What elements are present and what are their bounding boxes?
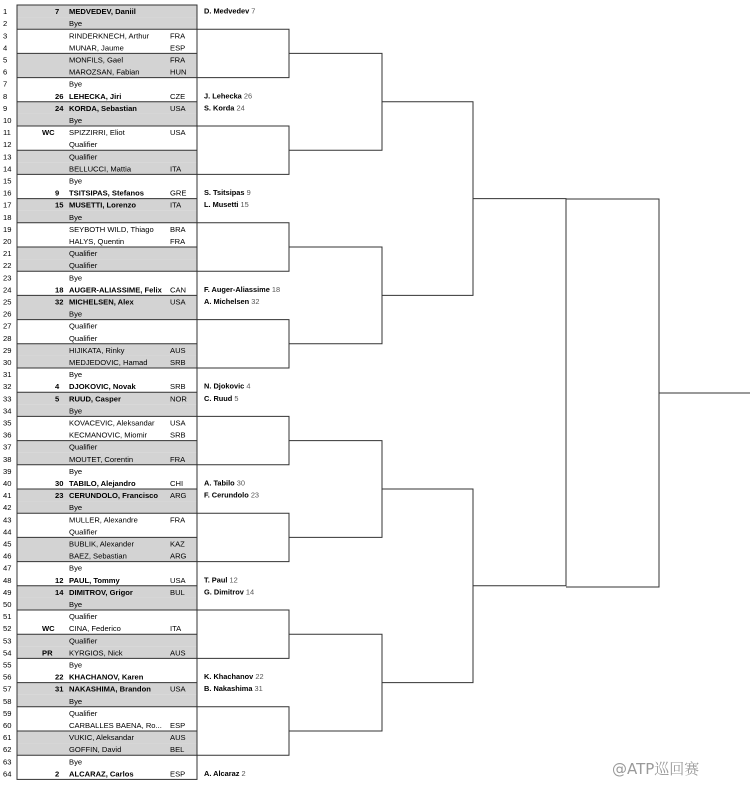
draw-position: 45 <box>3 539 12 549</box>
player-name: Qualifier <box>69 321 98 331</box>
seed-number: 15 <box>55 200 64 210</box>
player-country: ESP <box>170 43 186 53</box>
row-shade <box>17 247 197 259</box>
draw-position: 7 <box>3 79 8 89</box>
player-country: SRB <box>170 358 186 367</box>
player-name: Bye <box>69 176 83 186</box>
player-name: Qualifier <box>69 442 98 452</box>
round2-player <box>204 587 254 596</box>
round2-seed: 12 <box>229 575 238 585</box>
r2-bracket <box>197 513 289 561</box>
draw-position: 33 <box>3 394 12 404</box>
r2-bracket <box>197 223 289 271</box>
r4-bracket <box>382 102 473 296</box>
player-name: TSITSIPAS, Stefanos <box>69 188 144 198</box>
player-name: Qualifier <box>69 612 98 622</box>
r4-bracket <box>382 489 473 683</box>
draw-position: 56 <box>3 672 12 682</box>
player-name: BUBLIK, Alexander <box>69 539 135 549</box>
round2-seed: 23 <box>250 490 260 500</box>
round2-seed: 24 <box>236 103 245 113</box>
player-name: HIJIKATA, Rinky <box>69 345 125 355</box>
player-country: ARG <box>170 491 187 501</box>
r2-bracket <box>197 29 289 77</box>
round2-name: K. Khachanov <box>204 672 256 682</box>
draw-position: 3 <box>3 31 8 41</box>
round2-seed: 26 <box>243 91 253 101</box>
player-country: BRA <box>170 224 186 234</box>
draw-position: 12 <box>3 140 12 150</box>
round2-name: F. Cerundolo <box>204 490 251 500</box>
r3-bracket <box>289 634 382 731</box>
draw-position: 46 <box>3 551 12 561</box>
player-name: ALCARAZ, Carlos <box>69 769 134 779</box>
round2-name: A. Tabilo <box>204 478 237 488</box>
player-country: SRB <box>170 382 186 392</box>
player-country: ITA <box>170 200 182 210</box>
seed-number: 23 <box>55 491 64 501</box>
draw-position: 21 <box>3 249 12 259</box>
draw-position: 37 <box>3 442 12 452</box>
round2-name: T. Paul <box>204 575 230 585</box>
draw-position: 53 <box>3 636 12 646</box>
player-name: KORDA, Sebastian <box>69 103 137 113</box>
r2-bracket <box>197 126 289 174</box>
draw-position: 51 <box>3 612 12 622</box>
round2-player <box>204 394 239 403</box>
draw-position: 63 <box>3 757 12 767</box>
r3-bracket <box>289 53 382 150</box>
draw-position: 30 <box>3 358 12 367</box>
player-name: Bye <box>69 757 83 767</box>
player-name: LEHECKA, Jiri <box>69 91 122 101</box>
player-name: Bye <box>69 116 83 125</box>
player-name: DJOKOVIC, Novak <box>69 382 136 392</box>
draw-position: 40 <box>3 479 12 488</box>
round2-seed: 18 <box>271 284 281 294</box>
draw-position: 47 <box>3 563 12 573</box>
player-country: GRE <box>170 188 187 198</box>
round2-seed: 22 <box>255 672 264 682</box>
round2-name: N. Djokovic <box>204 381 247 391</box>
seed-number: 14 <box>55 587 64 597</box>
row-shade <box>17 308 197 320</box>
player-name: Qualifier <box>69 527 98 537</box>
round2-player <box>204 103 245 112</box>
player-name: AUGER-ALIASSIME, Felix <box>69 285 162 295</box>
row-shade <box>17 404 197 416</box>
row-shade <box>17 211 197 223</box>
player-name: KHACHANOV, Karen <box>69 672 144 682</box>
seed-number: 18 <box>55 285 64 295</box>
player-country: USA <box>170 297 186 307</box>
player-name: Bye <box>69 600 83 609</box>
player-name: MEDVEDEV, Daniil <box>69 7 136 17</box>
player-name: Qualifier <box>69 249 98 259</box>
player-name: RINDERKNECH, Arthur <box>69 31 150 41</box>
player-name: MONFILS, Gael <box>69 55 124 65</box>
round2-name: J. Lehecka <box>204 91 244 101</box>
seed-number: 9 <box>55 188 60 198</box>
draw-position: 19 <box>3 224 12 234</box>
draw-position: 27 <box>3 321 12 331</box>
draw-position: 25 <box>3 297 12 307</box>
player-name: Bye <box>69 79 83 89</box>
player-name: Bye <box>69 563 83 573</box>
row-shade <box>17 150 197 162</box>
player-name: CARBALLES BAENA, Ro... <box>69 721 162 730</box>
round2-seed: 5 <box>234 393 239 403</box>
player-country: BEL <box>170 745 185 755</box>
round2-player <box>204 200 249 209</box>
seed-number: 12 <box>55 575 64 585</box>
row-shading <box>17 5 197 755</box>
round2-seed: 32 <box>251 296 260 306</box>
draw-position: 59 <box>3 708 12 718</box>
round2-player <box>204 575 238 584</box>
player-country: USA <box>170 684 186 694</box>
round2-player <box>204 478 245 487</box>
seed-number: 31 <box>55 684 64 694</box>
row-shade <box>17 634 197 646</box>
player-name: MUNAR, Jaume <box>69 43 124 53</box>
draw-position: 1 <box>3 7 8 17</box>
player-country: CZE <box>170 91 186 101</box>
draw-position: 6 <box>3 67 8 77</box>
player-country: FRA <box>170 55 186 65</box>
draw-position: 64 <box>3 769 12 779</box>
player-name: MUSETTI, Lorenzo <box>69 200 137 210</box>
draw-position: 43 <box>3 515 12 525</box>
player-name: TABILO, Alejandro <box>69 479 136 488</box>
player-name: CINA, Federico <box>69 624 121 634</box>
player-country: ESP <box>170 769 186 779</box>
round2-seed: 15 <box>240 200 249 210</box>
player-name: Bye <box>69 406 83 416</box>
player-name: SPIZZIRRI, Eliot <box>69 128 125 138</box>
player-name: Qualifier <box>69 636 98 646</box>
player-name: Qualifier <box>69 708 98 718</box>
seed-number: 32 <box>55 297 64 307</box>
r3-bracket <box>289 441 382 538</box>
player-name: MEDJEDOVIC, Hamad <box>69 358 148 367</box>
round2-name: F. Auger-Aliassime <box>204 284 272 294</box>
player-name: Bye <box>69 660 83 670</box>
draw-position: 18 <box>3 212 12 222</box>
draw-position: 14 <box>3 164 12 174</box>
round2-player <box>204 188 251 197</box>
round2-name: A. Alcaraz <box>204 768 242 778</box>
draw-position: 36 <box>3 430 12 440</box>
round2-seed: 30 <box>236 478 245 488</box>
draw-position: 20 <box>3 237 12 246</box>
draw-position: 9 <box>3 103 8 113</box>
draw-position: 31 <box>3 370 12 380</box>
player-country: ITA <box>170 624 182 634</box>
row-shade <box>17 695 197 707</box>
player-name: Qualifier <box>69 140 98 150</box>
player-country: USA <box>170 418 186 428</box>
r2-bracket <box>197 416 289 464</box>
player-country: FRA <box>170 31 186 41</box>
player-name: Bye <box>69 309 83 319</box>
draw-position: 41 <box>3 491 12 501</box>
draw-position: 2 <box>3 19 8 29</box>
seed-number: 2 <box>55 769 60 779</box>
seed-number: 7 <box>55 7 60 17</box>
player-name: DIMITROV, Grigor <box>69 587 133 597</box>
draw-position: 13 <box>3 152 12 162</box>
player-name: VUKIC, Aleksandar <box>69 733 134 743</box>
draw-position: 61 <box>3 733 12 743</box>
row-shade <box>17 259 197 271</box>
qf-bracket <box>473 199 566 586</box>
entry-tag: WC <box>42 128 55 138</box>
draw-position: 42 <box>3 503 12 513</box>
draw-position: 29 <box>3 345 12 355</box>
r2-bracket <box>197 707 289 755</box>
player-country: KAZ <box>170 539 185 549</box>
player-name: Qualifier <box>69 152 98 162</box>
seed-number: 22 <box>55 672 64 682</box>
player-name: MICHELSEN, Alex <box>69 297 134 307</box>
round2-name: D. Medvedev <box>204 6 252 16</box>
player-country: AUS <box>170 648 186 658</box>
draw-position: 57 <box>3 684 12 694</box>
player-name: CERUNDOLO, Francisco <box>69 491 159 501</box>
round2-name: S. Tsitsipas <box>204 188 247 198</box>
seed-number: 26 <box>55 91 64 101</box>
player-name: Qualifier <box>69 261 98 271</box>
round2-name: A. Michelsen <box>204 296 252 306</box>
player-name: SEYBOTH WILD, Thiago <box>69 224 154 234</box>
draw-position: 17 <box>3 200 12 210</box>
round2-seed: 4 <box>246 381 251 391</box>
player-country: ITA <box>170 164 182 174</box>
draw-position: 35 <box>3 418 12 428</box>
draw-position: 11 <box>3 128 11 138</box>
round2-name: C. Ruud <box>204 393 235 403</box>
draw-position: 24 <box>3 285 12 295</box>
player-country: USA <box>170 575 186 585</box>
player-country: NOR <box>170 394 187 404</box>
player-name: KYRGIOS, Nick <box>69 648 123 658</box>
row-shade <box>17 501 197 513</box>
round2-player <box>204 91 252 100</box>
seed-number: 24 <box>55 103 64 113</box>
draw-position: 62 <box>3 745 12 755</box>
player-name: BAEZ, Sebastian <box>69 551 127 561</box>
r2-bracket <box>197 610 289 658</box>
draw-position: 52 <box>3 624 12 634</box>
player-country: USA <box>170 128 186 138</box>
draw-position: 49 <box>3 587 12 597</box>
round2-seed: 31 <box>254 684 263 694</box>
player-name: NAKASHIMA, Brandon <box>69 684 151 694</box>
round2-player <box>204 297 259 306</box>
player-country: CHI <box>170 479 184 488</box>
round2-labels <box>204 7 280 778</box>
player-name: RUUD, Casper <box>69 394 121 404</box>
player-name: HALYS, Quentin <box>69 237 125 246</box>
seed-number: 4 <box>55 382 60 392</box>
row-shade <box>17 441 197 453</box>
player-country: AUS <box>170 345 186 355</box>
player-country: ESP <box>170 721 186 730</box>
player-name: PAUL, Tommy <box>69 575 120 585</box>
round2-seed: 2 <box>241 768 246 778</box>
draw-position: 54 <box>3 648 12 658</box>
draw-position: 5 <box>3 55 8 65</box>
draw-position: 10 <box>3 116 12 125</box>
player-name: Bye <box>69 503 83 513</box>
round2-player <box>204 382 250 391</box>
round2-name: B. Nakashima <box>204 684 255 694</box>
r2-bracket <box>197 320 289 368</box>
draw-position: 58 <box>3 696 12 706</box>
player-country: USA <box>170 103 186 113</box>
draw-position: 38 <box>3 454 12 464</box>
round2-player <box>204 285 280 294</box>
player-name: Bye <box>69 696 83 706</box>
draw-position: 32 <box>3 382 12 392</box>
draw-position: 48 <box>3 575 12 585</box>
round2-seed: 14 <box>245 587 255 597</box>
entry-tag: PR <box>42 648 53 658</box>
player-country: BUL <box>170 587 185 597</box>
seed-number: 5 <box>55 394 60 404</box>
draw-position: 50 <box>3 600 12 609</box>
player-name: Bye <box>69 370 83 380</box>
player-country: HUN <box>170 67 187 77</box>
player-name: Qualifier <box>69 333 98 343</box>
player-name: MULLER, Alexandre <box>69 515 138 525</box>
round2-player <box>204 684 263 693</box>
player-name: BELLUCCI, Mattia <box>69 164 132 174</box>
round2-player <box>204 672 264 681</box>
r3-bracket <box>289 247 382 344</box>
row-shade <box>17 598 197 610</box>
player-name: MAROZSAN, Fabian <box>69 67 140 77</box>
draw-position: 26 <box>3 309 12 319</box>
round2-seed: 7 <box>251 6 256 16</box>
draw-position: 23 <box>3 273 12 283</box>
round2-player <box>204 7 255 16</box>
draw-position: 15 <box>3 176 12 186</box>
player-name: Bye <box>69 212 83 222</box>
round2-seed: 9 <box>246 188 251 198</box>
draw-position: 44 <box>3 527 12 537</box>
seed-number: 30 <box>55 479 64 488</box>
player-country: SRB <box>170 430 186 440</box>
watermark: @ATP巡回赛 <box>612 760 700 778</box>
player-name: MOUTET, Corentin <box>69 454 134 464</box>
player-country: FRA <box>170 454 186 464</box>
draw-position: 22 <box>3 261 12 271</box>
draw-position: 8 <box>3 91 8 101</box>
draw-position: 55 <box>3 660 12 670</box>
player-country: ARG <box>170 551 187 561</box>
draw-position: 28 <box>3 333 12 343</box>
player-country: FRA <box>170 237 186 246</box>
player-name: Bye <box>69 19 83 29</box>
player-country: FRA <box>170 515 186 525</box>
round2-name: S. Korda <box>204 103 237 113</box>
player-name: KECMANOVIC, Miomir <box>69 430 148 440</box>
player-name: GOFFIN, David <box>69 745 122 755</box>
player-name: Bye <box>69 273 83 283</box>
round2-player <box>204 491 259 500</box>
player-country: AUS <box>170 733 186 743</box>
draw-position: 60 <box>3 721 12 730</box>
draw-position: 34 <box>3 406 12 416</box>
round2-player <box>204 769 246 778</box>
draw-position: 16 <box>3 188 12 198</box>
row-shade <box>17 17 197 29</box>
player-country: CAN <box>170 285 187 295</box>
round2-name: G. Dimitrov <box>204 587 246 597</box>
draw-position: 39 <box>3 466 12 476</box>
entry-tag: WC <box>42 624 55 634</box>
draw-position: 4 <box>3 43 8 53</box>
sf-bracket <box>566 199 659 587</box>
row-shade <box>17 114 197 126</box>
round2-name: L. Musetti <box>204 200 241 210</box>
player-name: KOVACEVIC, Aleksandar <box>69 418 155 428</box>
player-name: Bye <box>69 466 83 476</box>
